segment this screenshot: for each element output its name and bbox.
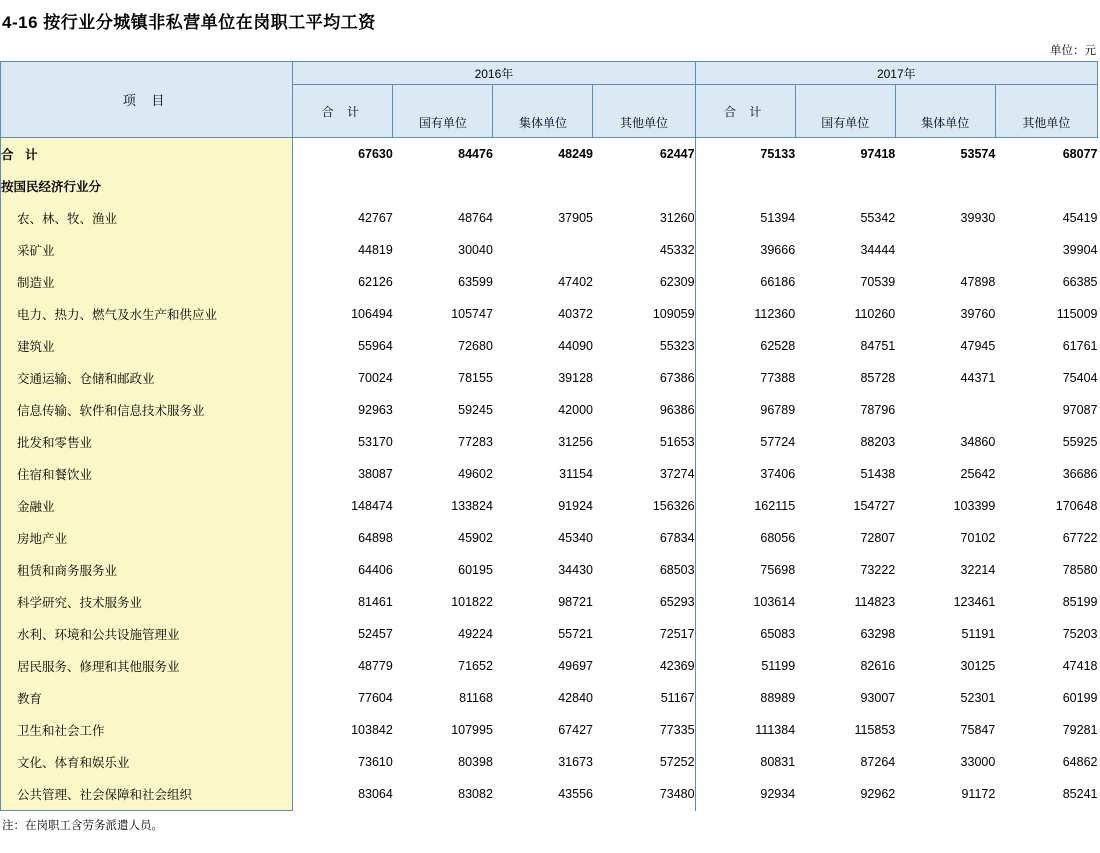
table-cell: 39760	[895, 298, 995, 330]
table-cell	[995, 170, 1097, 202]
table-cell: 53574	[895, 138, 995, 171]
table-cell: 30125	[895, 650, 995, 682]
table-cell: 47418	[995, 650, 1097, 682]
table-cell: 97087	[995, 394, 1097, 426]
table-row	[1, 714, 1098, 746]
table-cell: 70539	[795, 266, 895, 298]
table-cell: 39128	[493, 362, 593, 394]
table-cell: 91172	[895, 778, 995, 811]
table-cell: 92962	[795, 778, 895, 811]
header-2017-spacer-a	[795, 85, 895, 108]
table-cell	[293, 170, 393, 202]
table-cell: 110260	[795, 298, 895, 330]
table-cell: 80398	[393, 746, 493, 778]
table-cell: 34430	[493, 554, 593, 586]
header-2016-state: 国有单位	[393, 107, 493, 138]
table-row	[1, 266, 1098, 298]
table-cell	[695, 170, 795, 202]
table-cell: 115853	[795, 714, 895, 746]
table-cell: 72807	[795, 522, 895, 554]
table-cell: 43556	[493, 778, 593, 811]
table-cell: 96789	[695, 394, 795, 426]
table-cell: 115009	[995, 298, 1097, 330]
table-cell: 44819	[293, 234, 393, 266]
table-cell: 62309	[593, 266, 695, 298]
table-cell: 68077	[995, 138, 1097, 171]
table-cell: 60199	[995, 682, 1097, 714]
table-cell: 44090	[493, 330, 593, 362]
table-cell: 88203	[795, 426, 895, 458]
table-cell: 34444	[795, 234, 895, 266]
table-cell: 81168	[393, 682, 493, 714]
table-cell: 38087	[293, 458, 393, 490]
row-label: 教育	[1, 682, 293, 714]
table-cell: 85728	[795, 362, 895, 394]
table-cell: 33000	[895, 746, 995, 778]
row-label: 农、林、牧、渔业	[1, 202, 293, 234]
row-label: 居民服务、修理和其他服务业	[1, 650, 293, 682]
table-cell: 53170	[293, 426, 393, 458]
table-cell: 55323	[593, 330, 695, 362]
row-label: 按国民经济行业分	[1, 170, 293, 202]
table-cell: 55964	[293, 330, 393, 362]
table-cell: 36686	[995, 458, 1097, 490]
table-cell: 70024	[293, 362, 393, 394]
row-label: 公共管理、社会保障和社会组织	[1, 778, 293, 811]
table-body	[1, 138, 1098, 811]
table-cell: 45332	[593, 234, 695, 266]
table-cell: 67386	[593, 362, 695, 394]
table-cell	[795, 170, 895, 202]
table-cell: 51167	[593, 682, 695, 714]
row-label: 租赁和商务服务业	[1, 554, 293, 586]
table-cell: 63298	[795, 618, 895, 650]
table-cell: 72517	[593, 618, 695, 650]
table-cell: 60195	[393, 554, 493, 586]
table-cell: 49602	[393, 458, 493, 490]
table-cell: 34860	[895, 426, 995, 458]
table-row	[1, 234, 1098, 266]
table-cell: 103399	[895, 490, 995, 522]
table-row	[1, 170, 1098, 202]
row-label: 电力、热力、燃气及水生产和供应业	[1, 298, 293, 330]
table-cell: 30040	[393, 234, 493, 266]
table-cell: 47945	[895, 330, 995, 362]
table-cell: 85241	[995, 778, 1097, 811]
table-cell: 73480	[593, 778, 695, 811]
header-2017-collective: 集体单位	[895, 107, 995, 138]
table-cell: 67427	[493, 714, 593, 746]
table-cell: 45340	[493, 522, 593, 554]
table-cell: 73222	[795, 554, 895, 586]
table-cell: 42840	[493, 682, 593, 714]
header-year-2016: 2016年	[293, 62, 695, 85]
table-cell: 55342	[795, 202, 895, 234]
table-cell: 51653	[593, 426, 695, 458]
table-cell: 42369	[593, 650, 695, 682]
table-cell	[895, 394, 995, 426]
table-cell: 70102	[895, 522, 995, 554]
table-row	[1, 330, 1098, 362]
table-cell: 103614	[695, 586, 795, 618]
table-cell: 31154	[493, 458, 593, 490]
table-note: 注：在岗职工含劳务派遣人员。	[2, 820, 163, 832]
table-cell: 83082	[393, 778, 493, 811]
table-row	[1, 458, 1098, 490]
table-cell: 42767	[293, 202, 393, 234]
header-2016-total: 合 计	[293, 85, 393, 138]
table-cell: 75203	[995, 618, 1097, 650]
row-label: 制造业	[1, 266, 293, 298]
row-label: 水利、环境和公共设施管理业	[1, 618, 293, 650]
table-cell: 62528	[695, 330, 795, 362]
row-label: 合 计	[1, 138, 293, 171]
table-row	[1, 362, 1098, 394]
statistics-table	[0, 61, 1098, 811]
header-2016-spacer-c	[593, 85, 695, 108]
table-cell: 65083	[695, 618, 795, 650]
table-cell: 47402	[493, 266, 593, 298]
table-cell: 51438	[795, 458, 895, 490]
table-cell: 62447	[593, 138, 695, 171]
table-cell: 48249	[493, 138, 593, 171]
table-row	[1, 298, 1098, 330]
table-cell: 63599	[393, 266, 493, 298]
row-label: 科学研究、技术服务业	[1, 586, 293, 618]
table-cell	[493, 170, 593, 202]
table-row	[1, 682, 1098, 714]
header-2017-spacer-c	[995, 85, 1097, 108]
table-cell: 49697	[493, 650, 593, 682]
table-cell: 103842	[293, 714, 393, 746]
table-cell: 75847	[895, 714, 995, 746]
table-cell: 75698	[695, 554, 795, 586]
table-cell: 51199	[695, 650, 795, 682]
table-cell: 133824	[393, 490, 493, 522]
row-label: 金融业	[1, 490, 293, 522]
table-row	[1, 746, 1098, 778]
header-item-col: 项 目	[1, 62, 293, 138]
table-cell: 51191	[895, 618, 995, 650]
table-cell: 156326	[593, 490, 695, 522]
table-cell: 79281	[995, 714, 1097, 746]
table-cell: 96386	[593, 394, 695, 426]
table-cell: 82616	[795, 650, 895, 682]
unit-label: 单位：元	[1050, 45, 1096, 57]
header-2016-collective: 集体单位	[493, 107, 593, 138]
table-cell	[593, 170, 695, 202]
table-cell: 78796	[795, 394, 895, 426]
table-cell	[895, 234, 995, 266]
header-2016-other: 其他单位	[593, 107, 695, 138]
table-cell: 48779	[293, 650, 393, 682]
table-cell: 91924	[493, 490, 593, 522]
table-cell: 112360	[695, 298, 795, 330]
table-cell: 98721	[493, 586, 593, 618]
table-row	[1, 138, 1098, 171]
table-cell: 162115	[695, 490, 795, 522]
table-cell: 66186	[695, 266, 795, 298]
table-cell	[493, 234, 593, 266]
table-cell: 67834	[593, 522, 695, 554]
table-cell: 154727	[795, 490, 895, 522]
table-cell: 77283	[393, 426, 493, 458]
table-cell: 51394	[695, 202, 795, 234]
table-cell: 71652	[393, 650, 493, 682]
table-cell: 45419	[995, 202, 1097, 234]
table-cell: 25642	[895, 458, 995, 490]
header-2016-spacer-a	[393, 85, 493, 108]
table-cell: 44371	[895, 362, 995, 394]
table-cell: 37274	[593, 458, 695, 490]
table-row	[1, 202, 1098, 234]
table-cell: 72680	[393, 330, 493, 362]
table-cell: 57252	[593, 746, 695, 778]
table-cell	[895, 170, 995, 202]
table-cell: 78155	[393, 362, 493, 394]
table-cell: 83064	[293, 778, 393, 811]
header-2017-spacer-b	[895, 85, 995, 108]
table-cell: 31673	[493, 746, 593, 778]
header-2017-other: 其他单位	[995, 107, 1097, 138]
table-cell: 67722	[995, 522, 1097, 554]
row-label: 交通运输、仓储和邮政业	[1, 362, 293, 394]
table-row	[1, 650, 1098, 682]
row-label: 卫生和社会工作	[1, 714, 293, 746]
table-cell: 59245	[393, 394, 493, 426]
table-cell: 61761	[995, 330, 1097, 362]
table-row	[1, 426, 1098, 458]
table-cell: 49224	[393, 618, 493, 650]
table-row	[1, 490, 1098, 522]
table-cell: 39904	[995, 234, 1097, 266]
table-cell: 77388	[695, 362, 795, 394]
table-cell: 77604	[293, 682, 393, 714]
table-cell	[393, 170, 493, 202]
table-cell: 75404	[995, 362, 1097, 394]
table-cell: 80831	[695, 746, 795, 778]
table-cell: 73610	[293, 746, 393, 778]
row-label: 建筑业	[1, 330, 293, 362]
table-cell: 57724	[695, 426, 795, 458]
table-cell: 107995	[393, 714, 493, 746]
row-label: 采矿业	[1, 234, 293, 266]
header-year-2017: 2017年	[695, 62, 1097, 85]
table-cell: 109059	[593, 298, 695, 330]
table-cell: 39930	[895, 202, 995, 234]
table-cell: 148474	[293, 490, 393, 522]
table-cell: 64406	[293, 554, 393, 586]
table-cell: 92963	[293, 394, 393, 426]
table-cell: 68056	[695, 522, 795, 554]
table-cell: 97418	[795, 138, 895, 171]
table-cell: 31260	[593, 202, 695, 234]
table-cell: 64862	[995, 746, 1097, 778]
table-cell: 92934	[695, 778, 795, 811]
row-label: 文化、体育和娱乐业	[1, 746, 293, 778]
table-cell: 52457	[293, 618, 393, 650]
table-cell: 37406	[695, 458, 795, 490]
table-cell: 55925	[995, 426, 1097, 458]
table-cell: 37905	[493, 202, 593, 234]
table-cell: 48764	[393, 202, 493, 234]
table-row	[1, 778, 1098, 811]
row-label: 信息传输、软件和信息技术服务业	[1, 394, 293, 426]
table-cell: 64898	[293, 522, 393, 554]
table-cell: 65293	[593, 586, 695, 618]
table-cell: 55721	[493, 618, 593, 650]
table-cell: 84751	[795, 330, 895, 362]
table-cell: 106494	[293, 298, 393, 330]
row-label: 住宿和餐饮业	[1, 458, 293, 490]
table-row	[1, 522, 1098, 554]
table-cell: 85199	[995, 586, 1097, 618]
table-cell: 87264	[795, 746, 895, 778]
table-cell: 52301	[895, 682, 995, 714]
table-cell: 39666	[695, 234, 795, 266]
header-2017-state: 国有单位	[795, 107, 895, 138]
table-cell: 123461	[895, 586, 995, 618]
table-cell: 78580	[995, 554, 1097, 586]
table-cell: 31256	[493, 426, 593, 458]
table-row	[1, 554, 1098, 586]
table-cell: 170648	[995, 490, 1097, 522]
table-cell: 68503	[593, 554, 695, 586]
table-cell: 88989	[695, 682, 795, 714]
header-2016-spacer-b	[493, 85, 593, 108]
table-cell: 45902	[393, 522, 493, 554]
table-cell: 75133	[695, 138, 795, 171]
row-label: 批发和零售业	[1, 426, 293, 458]
table-cell: 77335	[593, 714, 695, 746]
header-row-year	[1, 62, 1098, 85]
table-cell: 81461	[293, 586, 393, 618]
table-cell: 101822	[393, 586, 493, 618]
table-cell: 84476	[393, 138, 493, 171]
table-row	[1, 618, 1098, 650]
table-cell: 111384	[695, 714, 795, 746]
row-label: 房地产业	[1, 522, 293, 554]
table-row	[1, 394, 1098, 426]
table-cell: 105747	[393, 298, 493, 330]
header-2017-total: 合 计	[695, 85, 795, 138]
table-header	[1, 62, 1098, 138]
table-cell: 32214	[895, 554, 995, 586]
table-row	[1, 586, 1098, 618]
table-cell: 93007	[795, 682, 895, 714]
table-cell: 40372	[493, 298, 593, 330]
table-cell: 66385	[995, 266, 1097, 298]
table-cell: 62126	[293, 266, 393, 298]
table-cell: 67630	[293, 138, 393, 171]
table-cell: 114823	[795, 586, 895, 618]
table-cell: 42000	[493, 394, 593, 426]
table-cell: 47898	[895, 266, 995, 298]
page-title: 4-16 按行业分城镇非私营单位在岗职工平均工资	[2, 13, 376, 32]
